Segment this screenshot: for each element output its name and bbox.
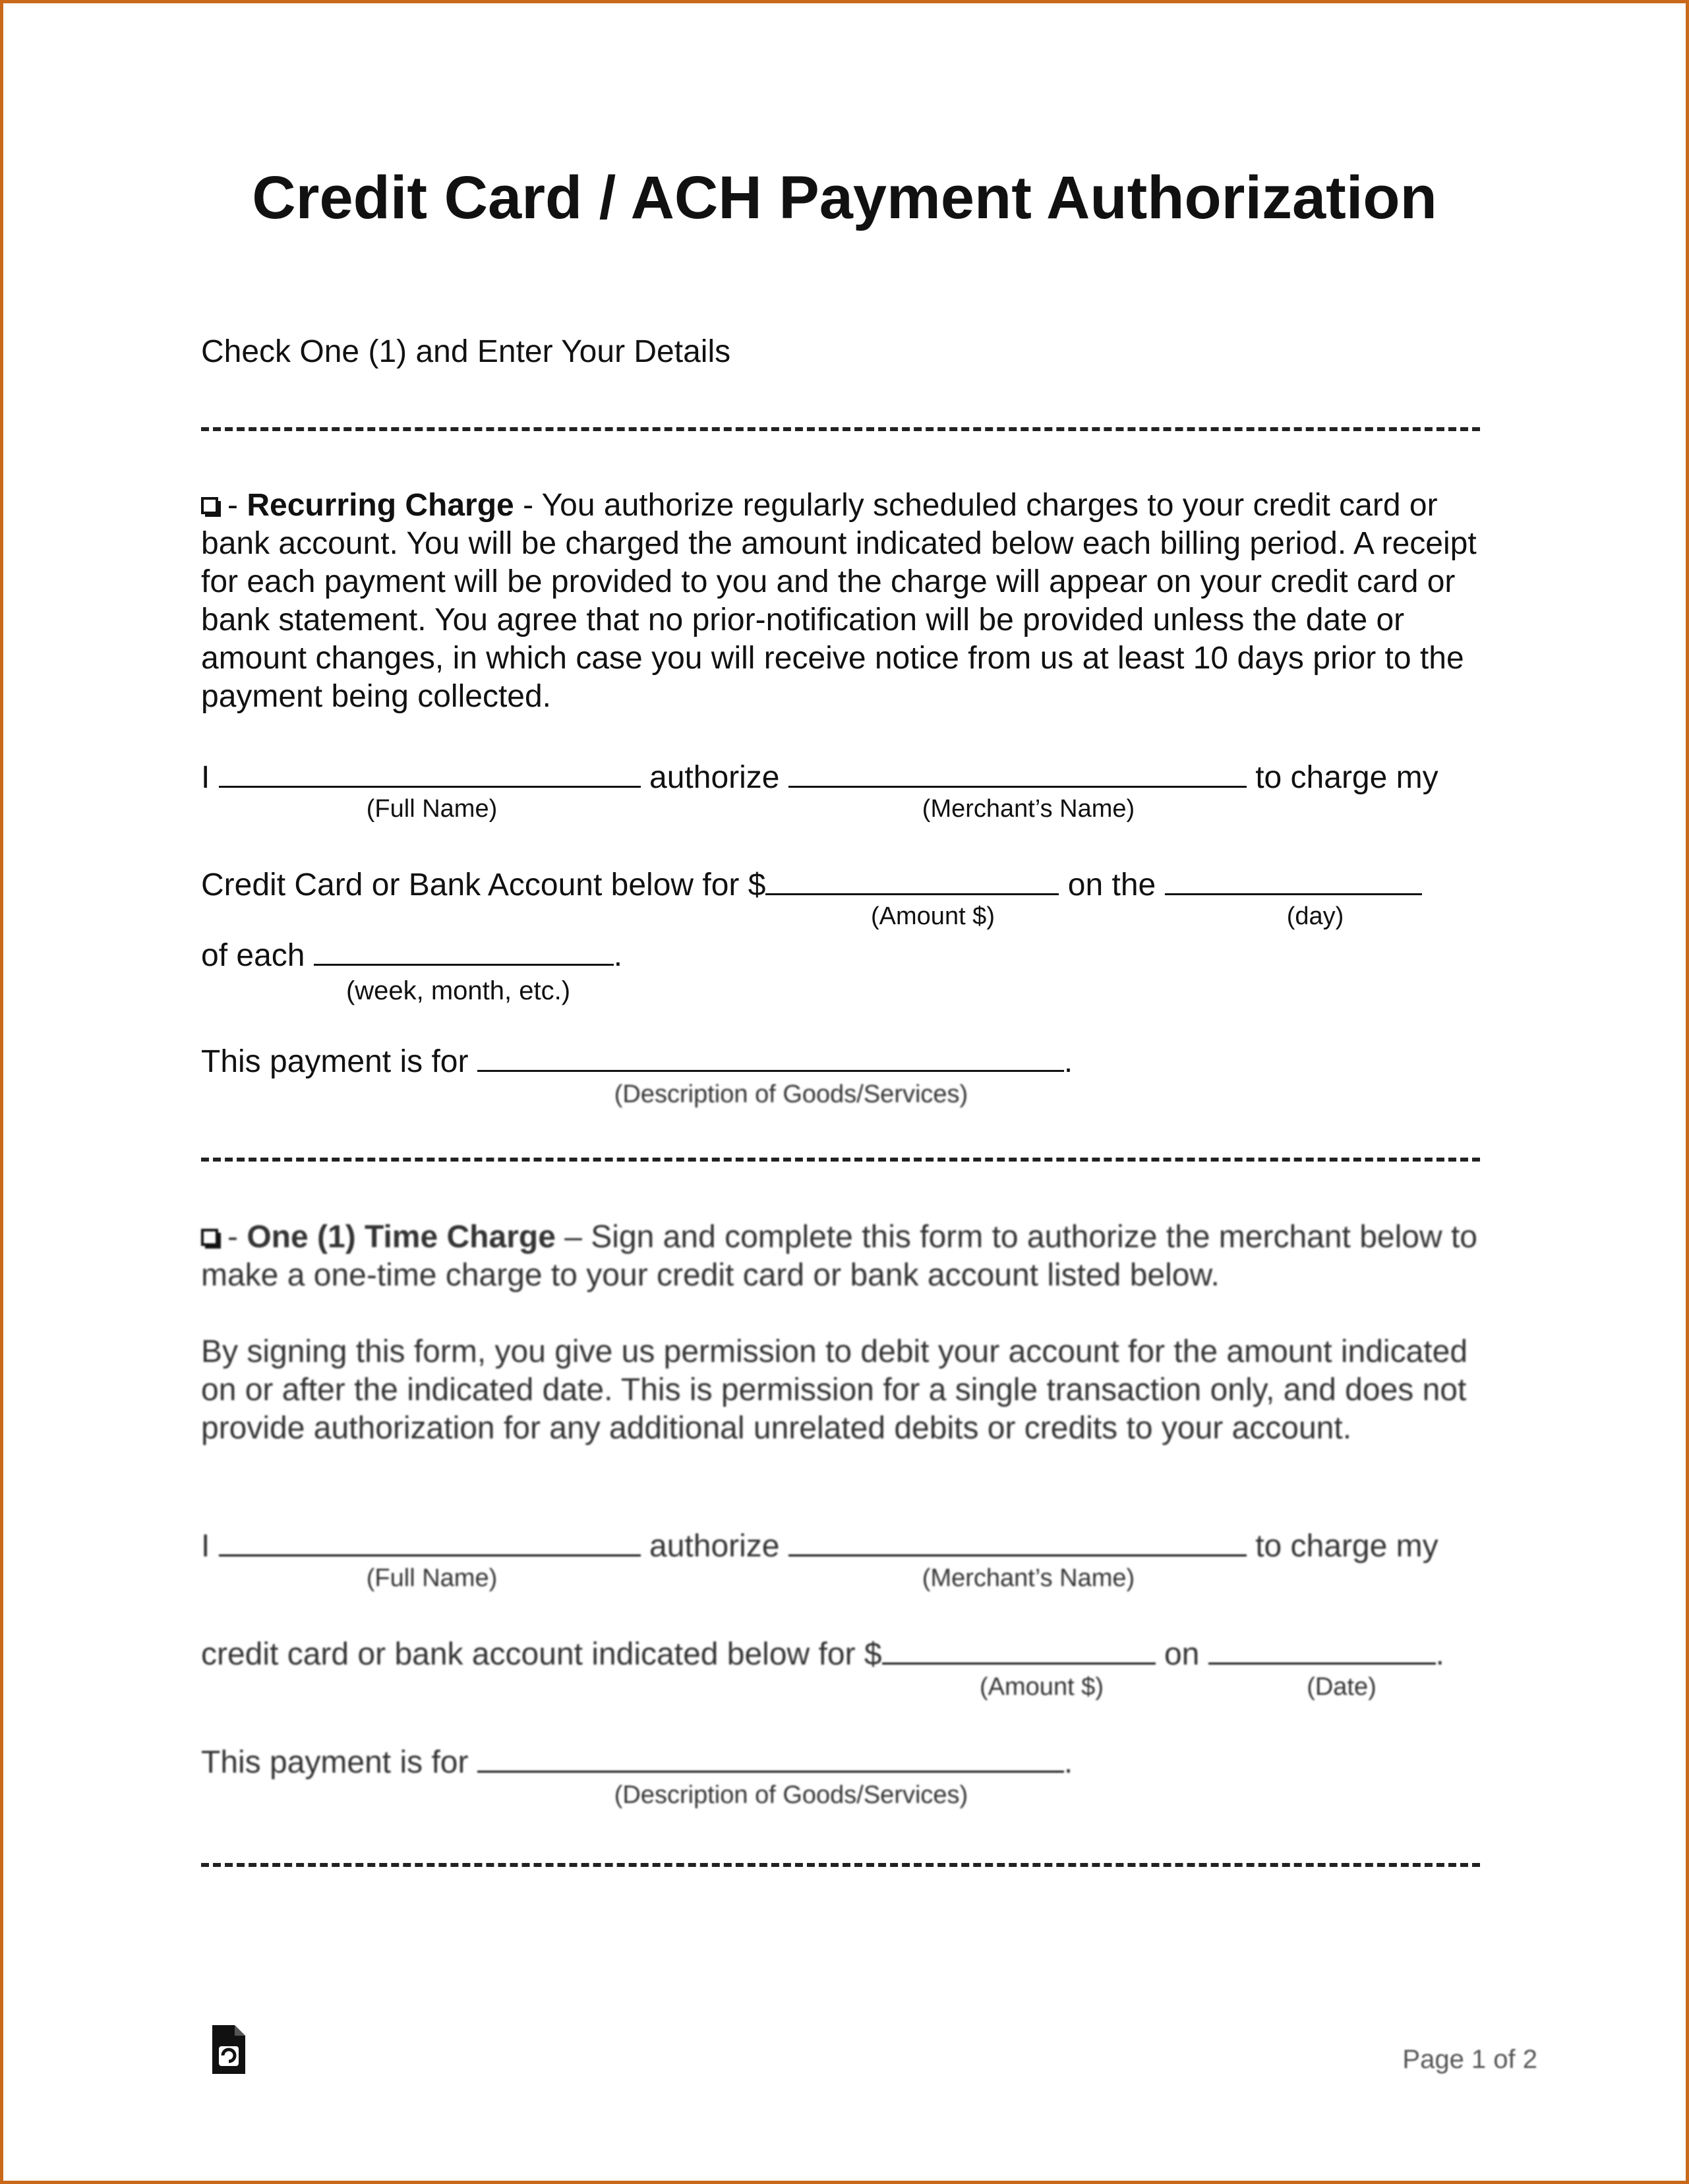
recurring-amount-text: Credit Card or Bank Account below for $ (201, 868, 766, 902)
instructions: Check One (1) and Enter Your Details (201, 334, 731, 369)
one-time-section: - One (1) Time Charge – Sign and complete this form to authorize the merchant below to make a one-time charge to your credit card or bank account listed below. (201, 1220, 1477, 1293)
recurring-day-label: (day) (1286, 902, 1344, 930)
one-time-heading: One (1) Time Charge (247, 1220, 556, 1254)
recurring-line-1 (201, 755, 1438, 797)
one-time-line-1 (201, 1524, 1438, 1566)
one-time-merchant-label: (Merchant’s Name) (922, 1564, 1135, 1592)
recurring-of-each-text: of each (201, 938, 305, 973)
one-time-payment-for-text: This payment is for (201, 1745, 469, 1780)
recurring-line-4 (201, 1040, 1073, 1081)
one-time-line-2 (201, 1632, 1444, 1674)
recurring-charge-text: to charge my (1255, 760, 1438, 795)
one-time-charge-text: to charge my (1255, 1529, 1438, 1564)
one-time-line-3 (201, 1740, 1073, 1782)
recurring-authorize-text: authorize (649, 760, 780, 795)
recurring-description-field[interactable] (477, 1040, 1064, 1072)
one-time-full-name-label: (Full Name) (366, 1564, 498, 1592)
recurring-period-field[interactable] (314, 933, 614, 966)
recurring-description-end: . (1063, 1044, 1073, 1079)
recurring-line-3 (201, 933, 622, 975)
one-time-intro: Sign and complete this form to authorize the merchant below to make a one-time charge to your credit card or bank account listed below. (201, 1220, 1477, 1293)
recurring-full-name-field[interactable] (219, 755, 641, 788)
one-time-authorize-text: authorize (649, 1529, 780, 1564)
section-divider (201, 1863, 1480, 1867)
one-time-amount-text: credit card or bank account indicated below for $ (201, 1637, 882, 1672)
recurring-day-field[interactable] (1165, 863, 1422, 895)
section-divider (201, 1158, 1480, 1162)
recurring-merchant-field[interactable] (788, 755, 1247, 788)
one-time-description-field[interactable] (477, 1740, 1064, 1773)
one-time-full-name-field[interactable] (219, 1524, 641, 1556)
one-time-date-end: . (1435, 1637, 1445, 1672)
one-time-description-label: (Description of Goods/Services) (614, 1781, 968, 1809)
form-title: Credit Card / ACH Payment Authorization (252, 164, 1437, 231)
recurring-description-label: (Description of Goods/Services) (614, 1080, 968, 1108)
one-time-description-end: . (1063, 1745, 1073, 1780)
recurring-section: - Recurring Charge - You authorize regularly scheduled charges to your credit card or bank account. You will be charged the amount indicated below each billing period. A receipt for each payment will be provided to you and the charge will appear on your credit card or bank statement. You agree that no prior-notification will be provided unless the date or amount changes, in which case you will receive notice from us at least 10 days prior to the payment being collected. (201, 488, 1477, 714)
recurring-line-2 (201, 863, 1422, 904)
one-time-merchant-field[interactable] (788, 1524, 1247, 1556)
recurring-intro: You authorize regularly scheduled charges to your credit card or bank account. You will be charged the amount indicated below each billing period. A receipt for each payment will be provided to you and the charge will appear on your credit card or bank statement. You agree that no prior-notification will be provided unless the date or amount changes, in which case you will receive notice from us at least 10 days prior to the payment being collected. (201, 488, 1477, 714)
one-time-amount-label: (Amount $) (980, 1673, 1104, 1701)
recurring-i-text: I (201, 760, 210, 795)
one-time-paragraph: By signing this form, you give us permission to debit your account for the amount indicated on or after the indicated date. This is permission for a single transaction only, and does not provide authorization for any additional unrelated debits or credits to your account. (201, 1334, 1468, 1446)
recurring-heading: Recurring Charge (247, 488, 514, 523)
one-time-on-text: on (1164, 1637, 1200, 1672)
recurring-amount-field[interactable] (765, 863, 1059, 895)
recurring-period-end: . (613, 938, 623, 973)
one-time-date-field[interactable] (1208, 1632, 1436, 1665)
recurring-checkbox-icon[interactable] (201, 497, 218, 514)
document-logo-icon (210, 2022, 248, 2077)
section-divider (201, 427, 1480, 431)
recurring-merchant-label: (Merchant’s Name) (922, 795, 1135, 823)
one-time-date-label: (Date) (1307, 1673, 1377, 1701)
one-time-checkbox-icon[interactable] (201, 1229, 218, 1246)
one-time-i-text: I (201, 1529, 210, 1564)
recurring-period-label: (week, month, etc.) (345, 976, 571, 1005)
recurring-amount-label: (Amount $) (871, 902, 995, 930)
recurring-full-name-label: (Full Name) (366, 795, 498, 823)
page-number: Page 1 of 2 (1402, 2045, 1537, 2074)
one-time-amount-field[interactable] (882, 1632, 1156, 1665)
recurring-on-text: on the (1067, 868, 1156, 902)
recurring-payment-for-text: This payment is for (201, 1044, 469, 1079)
